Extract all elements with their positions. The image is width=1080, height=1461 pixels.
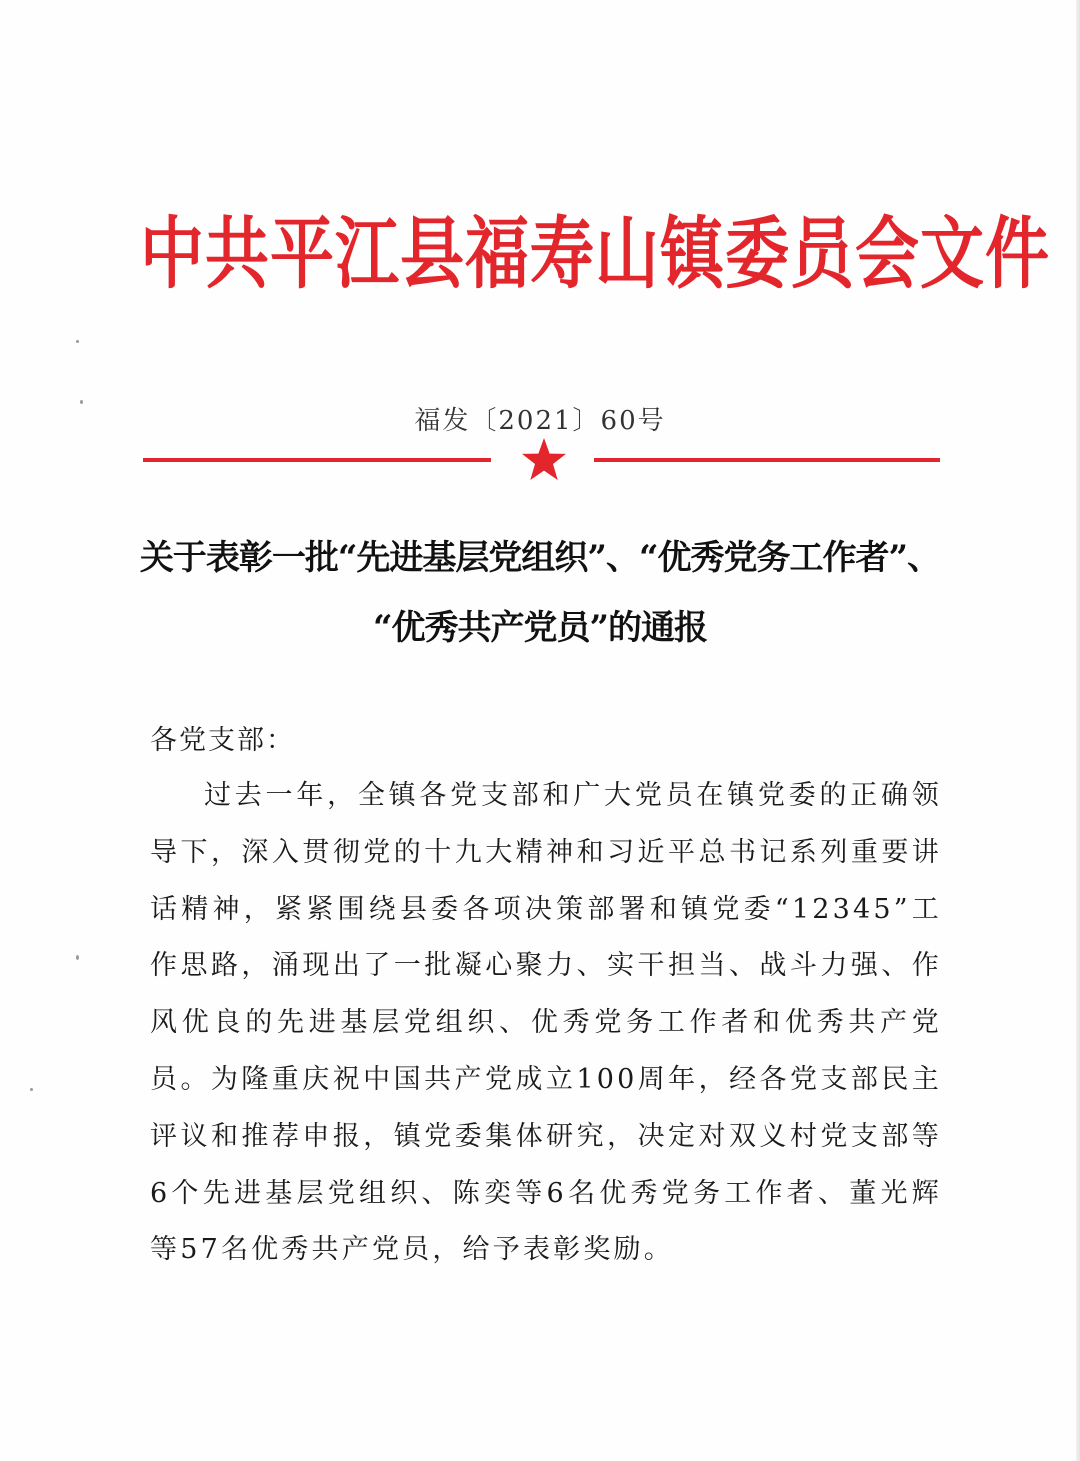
document-number: 福发〔2021〕60号: [414, 406, 666, 436]
red-rule-right: [594, 458, 940, 462]
document-header-title: 中共平江县福寿山镇委员会文件: [140, 208, 1050, 301]
star-icon: [521, 436, 567, 482]
scan-speck: [76, 340, 79, 343]
scan-speck: [76, 955, 79, 960]
body-paragraph: 过去一年，全镇各党支部和广大党员在镇党委的正确领导下，深入贯彻党的十九大精神和习近平总书记系列重要讲话精神，紧紧围绕县委各项决策部署和镇党委“12345”工作思路，涌现出了一批凝心聚力、实干担当、战斗力强、作风优良的先进基层党组织、优秀党务工作者和优秀共产党员。为隆重庆祝中国共产党成立100周年，经各党支部民主评议和推荐申报，镇党委集体研究，决定对双义村党支部等6个先进基层党组织、陈奕等6名优秀党务工作者、董光辉等57名优秀共产党员，给予表彰奖励。: [150, 780, 942, 1266]
notice-title-line-1: 关于表彰一批“先进基层党组织”、“优秀党务工作者”、: [139, 538, 941, 578]
scan-speck: [30, 1088, 33, 1091]
scan-edge: [1076, 0, 1080, 1461]
notice-title-line-2: “优秀共产党员”的通报: [372, 608, 708, 648]
red-rule-left: [143, 458, 491, 462]
salutation: 各党支部：: [150, 725, 295, 756]
